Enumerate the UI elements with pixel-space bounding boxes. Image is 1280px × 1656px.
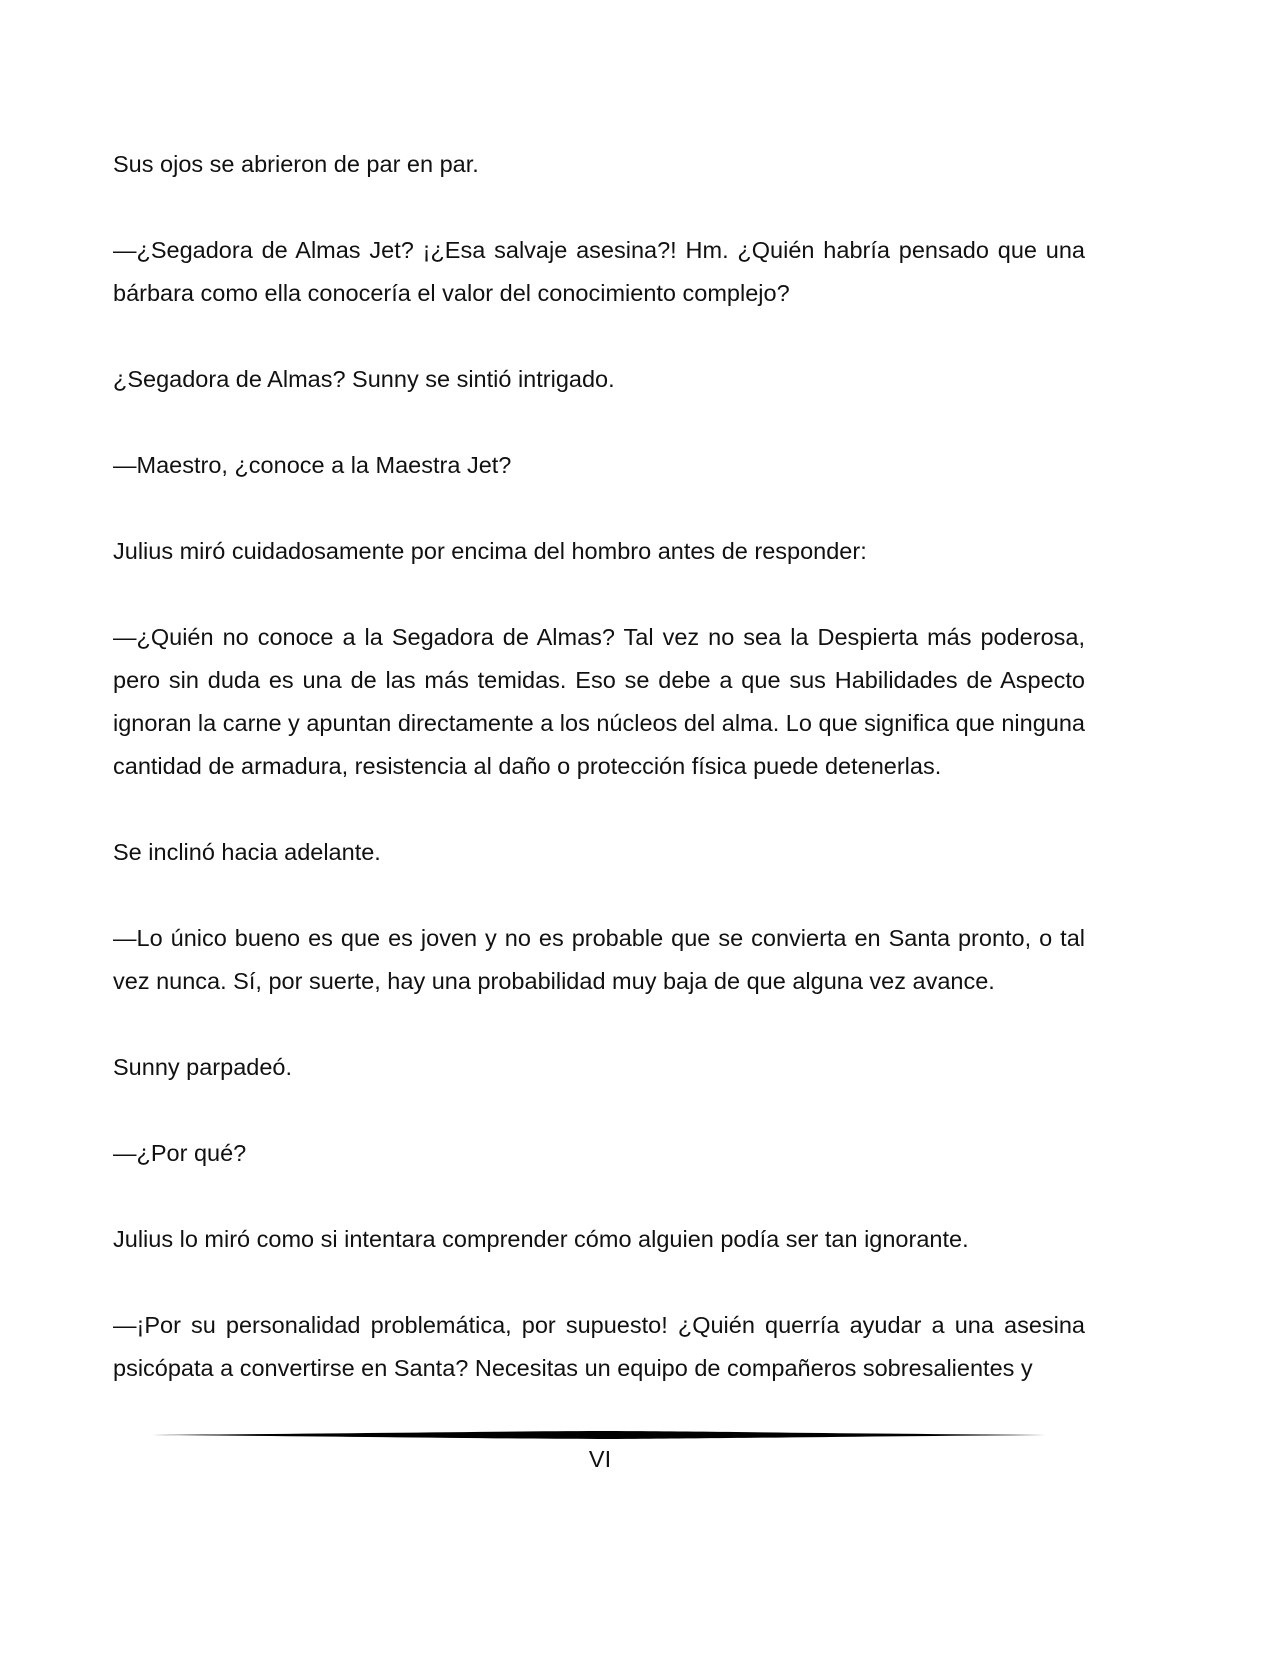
- paragraph-9: Sunny parpadeó.: [113, 1054, 293, 1080]
- paragraph-12: —¡Por su personalidad problemática, por supuesto! ¿Quién querría ayudar a una asesina psicópata a convertirse en Santa? Necesitas un equipo de compañeros sobresalientes y: [113, 1312, 1085, 1381]
- page-number: VI: [588, 1446, 612, 1472]
- footer-divider: [152, 1430, 1046, 1440]
- paragraph-2: —¿Segadora de Almas Jet? ¡¿Esa salvaje asesina?! Hm. ¿Quién habría pensado que una bárbara como ella conocería el valor del conocimiento complejo?: [113, 237, 1085, 306]
- paragraph-3: ¿Segadora de Almas? Sunny se sintió intrigado.: [113, 366, 615, 392]
- paragraph-7: Se inclinó hacia adelante.: [113, 839, 381, 865]
- page-body: [113, 143, 1085, 1433]
- paragraph-4: —Maestro, ¿conoce a la Maestra Jet?: [113, 452, 512, 478]
- paragraph-8: —Lo único bueno es que es joven y no es probable que se convierta en Santa pronto, o tal vez nunca. Sí, por suerte, hay una probabilidad muy baja de que alguna vez avance.: [113, 925, 1085, 994]
- paragraph-10: —¿Por qué?: [113, 1140, 247, 1166]
- paragraph-1: Sus ojos se abrieron de par en par.: [113, 151, 479, 177]
- paragraph-11: Julius lo miró como si intentara comprender cómo alguien podía ser tan ignorante.: [113, 1226, 969, 1252]
- paragraph-5: Julius miró cuidadosamente por encima del hombro antes de responder:: [113, 538, 867, 564]
- paragraph-6: —¿Quién no conoce a la Segadora de Almas? Tal vez no sea la Despierta más poderosa, pero sin duda es una de las más temidas. Eso se debe a que sus Habilidades de Aspecto ignoran la carne y apuntan directamente a los núcleos del alma. Lo que significa que ninguna cantidad de armadura, resistencia al daño o protección física puede detenerlas.: [113, 624, 1085, 779]
